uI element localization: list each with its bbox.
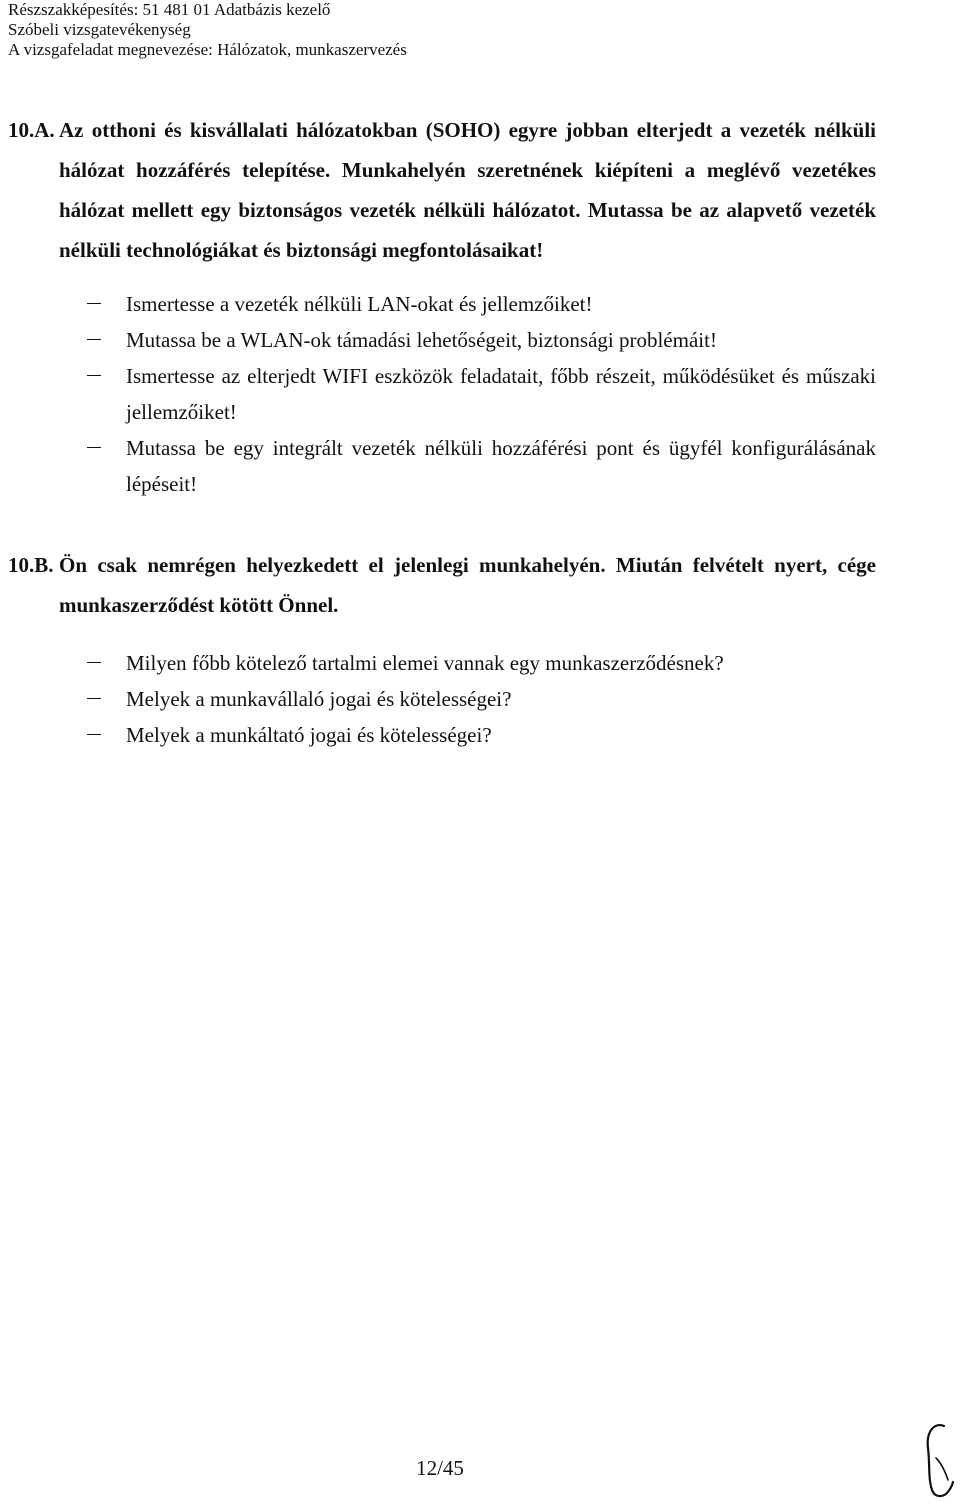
handwritten-initial-signature	[922, 1418, 956, 1500]
task-10b-questions	[8, 645, 876, 753]
question-item	[8, 322, 876, 358]
question-text: Ismertesse az elterjedt WIFI eszközök feladatait, főbb részeit, működésüket és műszaki jellemzőiket!	[126, 364, 876, 424]
question-item	[8, 430, 876, 502]
question-item	[8, 717, 876, 753]
task-10a-text: Az otthoni és kisvállalati hálózatokban (SOHO) egyre jobban elterjedt a vezeték nélküli hálózat hozzáférés telepítése. Munkahelyén szeretnének kiépíteni a meglévő vezetékes hálózat mellett egy biztonságos vezeték nélküli hálózatot. Mutassa be az alapvető vezeték nélküli technológiákat és biztonsági megfontolásaikat!	[59, 118, 876, 262]
question-text: Melyek a munkavállaló jogai és kötelességei?	[126, 687, 512, 711]
task-10b-heading	[8, 545, 876, 625]
task-10b	[8, 545, 876, 753]
dash-bullet-icon	[87, 339, 101, 340]
task-10a-code: 10.A.	[8, 118, 55, 142]
task-10b-text: Ön csak nemrégen helyezkedett el jelenlegi munkahelyén. Miután felvételt nyert, cége munkaszerződést kötött Önnel.	[59, 553, 876, 617]
dash-bullet-icon	[87, 375, 101, 376]
question-text: Ismertesse a vezeték nélküli LAN-okat és jellemzőiket!	[126, 292, 593, 316]
task-10a-questions	[8, 286, 876, 502]
question-item	[8, 358, 876, 430]
question-item	[8, 681, 876, 717]
header-task-name: A vizsgafeladat megnevezése: Hálózatok, munkaszervezés	[8, 40, 407, 59]
question-item	[8, 645, 876, 681]
task-10b-code: 10.B.	[8, 553, 54, 577]
question-item	[8, 286, 876, 322]
task-10a-heading	[8, 110, 876, 270]
task-10a	[8, 110, 876, 502]
question-text: Mutassa be a WLAN-ok támadási lehetőségeit, biztonsági problémáit!	[126, 328, 717, 352]
page-number: 12/45	[416, 1456, 464, 1480]
question-text: Milyen főbb kötelező tartalmi elemei vannak egy munkaszerződésnek?	[126, 651, 724, 675]
dash-bullet-icon	[87, 662, 101, 663]
header-exam-activity: Szóbeli vizsgatevékenység	[8, 20, 191, 39]
question-text: Mutassa be egy integrált vezeték nélküli hozzáférési pont és ügyfél konfigurálásának lépéseit!	[126, 436, 876, 496]
dash-bullet-icon	[87, 698, 101, 699]
question-text: Melyek a munkáltató jogai és kötelességei?	[126, 723, 492, 747]
dash-bullet-icon	[87, 734, 101, 735]
dash-bullet-icon	[87, 303, 101, 304]
dash-bullet-icon	[87, 447, 101, 448]
page-header	[8, 0, 908, 60]
header-qualification: Részszakképesítés: 51 481 01 Adatbázis kezelő	[8, 0, 331, 19]
